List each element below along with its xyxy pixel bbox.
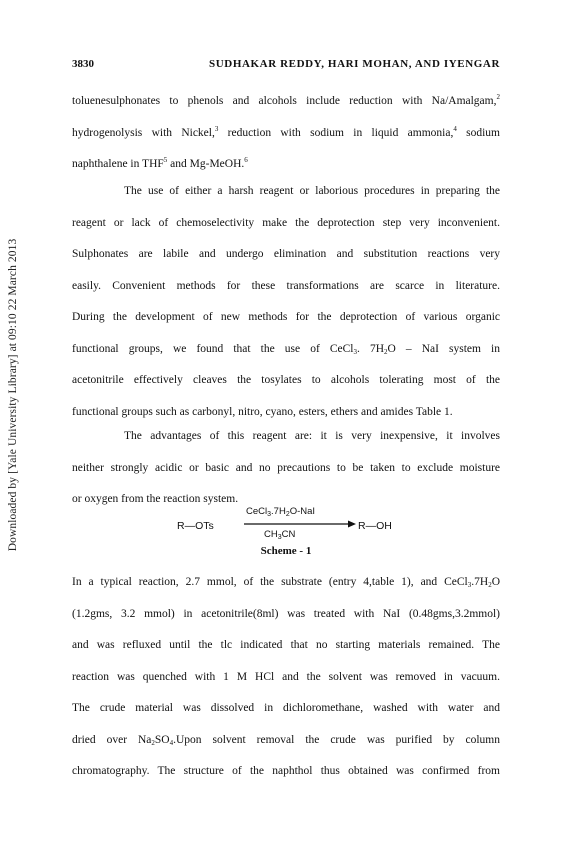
text-line: The crude material was dissolved in dichloromethane, washed with water and	[72, 702, 500, 714]
scheme-caption: Scheme - 1	[260, 545, 312, 557]
reactant: R—OTs	[177, 520, 214, 532]
solvent-label: $CH_3CN$	[264, 529, 296, 541]
text-line: toluenesulphonates to phenols and alcohols include reduction with Na/Amalgam,$^2$	[72, 93, 500, 107]
text-line: chromatography. The structure of the naphthol thus obtained was confirmed from	[72, 765, 500, 777]
text-line: During the development of new methods for the deprotection of various organic	[72, 311, 500, 323]
text-line: (1.2gms, 3.2 mmol) in acetonitrile(8ml) was treated with NaI (0.48gms,3.2mmol)	[72, 607, 500, 620]
reagent-label: $CeCl_3.7H_2O$-NaI	[246, 506, 316, 518]
download-watermark	[2, 185, 24, 605]
text-line: neither strongly acidic or basic and no precautions to be taken to exclude moisture	[72, 461, 500, 474]
text-line: functional groups, we found that the use of CeCl$_3$. $7H_2O$ – NaI system in	[72, 342, 501, 356]
text-line: The advantages of this reagent are: it is very inexpensive, it involves	[124, 430, 500, 442]
text-line: Sulphonates are labile and undergo elimination and substitution reactions very	[72, 248, 500, 260]
paragraph-4	[72, 573, 500, 794]
text-line: naphthalene in THF$^5$ and Mg-MeOH.$^6$	[72, 156, 248, 170]
text-line: The use of either a harsh reagent or laborious procedures in preparing the	[124, 185, 500, 197]
text-line: or oxygen from the reaction system.	[72, 493, 239, 505]
text-line: reaction was quenched with 1 M HCl and the solvent was removed in vacuum.	[72, 670, 500, 683]
text-line: reagent or lack of chemoselectivity make the deprotection step very inconvenient.	[72, 216, 500, 229]
text-line: hydrogenolysis with Nickel,$^3$ reduction with sodium in liquid ammonia,$^4$ sodium	[72, 124, 500, 139]
text-line: easily. Convenient methods for these transformations are scarce in literature.	[72, 279, 500, 292]
download-note-text: Downloaded by [Yale University Library] at 09:10 22 March 2013	[7, 238, 19, 552]
running-head: SUDHAKAR REDDY, HARI MOHAN, AND IYENGAR	[209, 58, 500, 70]
text-line: functional groups such as carbonyl, nitro, cyano, esters, ethers and amides Table 1.	[72, 405, 453, 418]
page-number: 3830	[72, 58, 94, 70]
reaction-arrow-icon	[244, 519, 356, 529]
text-line: acetonitrile effectively cleaves the tosylates to alcohols tolerating most of the	[72, 374, 500, 386]
text-line: dried over $Na_2SO_4.Upon$ solvent removal the crude was purified by column	[72, 733, 500, 747]
paragraph-2	[72, 182, 500, 434]
product: R—OH	[358, 520, 392, 532]
paragraph-1	[72, 92, 500, 187]
text-line: In a typical reaction, 2.7 mmol, of the substrate (entry 4,table 1), and $CeCl_3.7H_2O$	[72, 576, 500, 589]
text-line: and was refluxed until the tlc indicated that no starting materials remained. The	[72, 639, 500, 651]
